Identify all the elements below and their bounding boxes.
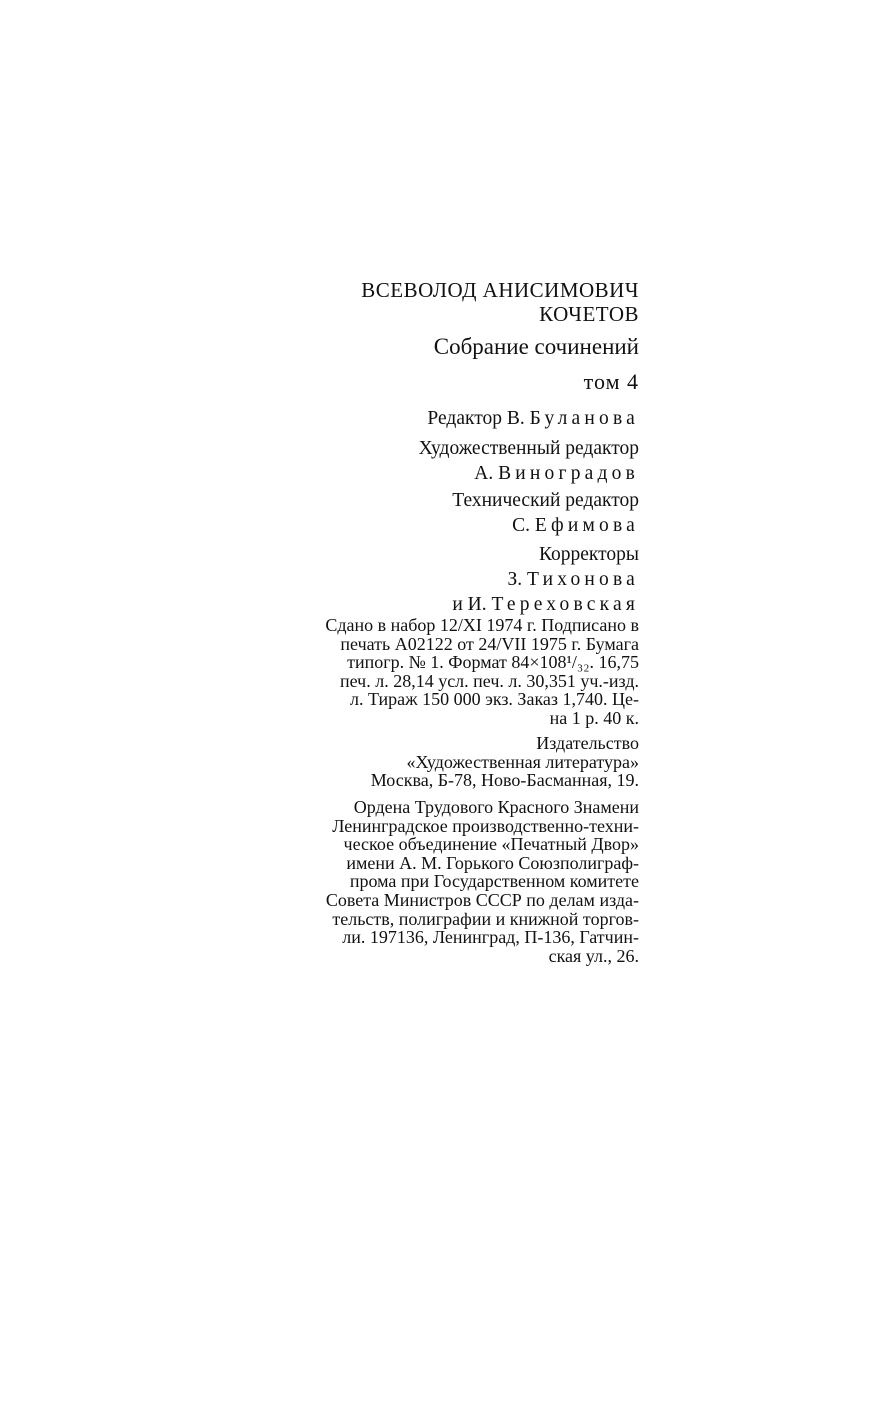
art-editor-credit — [419, 436, 639, 486]
art-editor-initial: А. — [474, 463, 494, 484]
correctors-credit — [452, 542, 639, 617]
printer-line: Совета Министров СССР по делам изда- — [325, 889, 639, 910]
specs-line: л. Тираж 150 000 экз. Заказ 1,740. Це- — [350, 689, 639, 710]
printer-line: прома при Государственном комитете — [349, 871, 639, 892]
corrector1-name: Тихонова — [526, 569, 639, 590]
author-first-names: ВСЕВОЛОД АНИСИМОВИЧ — [361, 278, 639, 302]
tech-editor-label: Технический редактор — [452, 490, 639, 511]
specs-line: на 1 р. 40 к. — [549, 707, 639, 728]
tech-editor-credit — [452, 488, 639, 538]
printer-line: имени А. М. Горького Союзполиграф- — [346, 852, 639, 873]
editor-credit — [427, 406, 639, 431]
editor-name: Буланова — [529, 408, 639, 429]
corrector1-initial: З. — [507, 569, 523, 590]
publisher-line: Москва, Б-78, Ново-Басманная, 19. — [370, 770, 639, 791]
author-surname: КОЧЕТОВ — [539, 302, 639, 326]
printer-line: тельств, полиграфии и книжной торгов- — [332, 908, 639, 929]
tech-editor-initial: С. — [512, 515, 531, 536]
specs-line: печать А02122 от 24/VII 1975 г. Бумага — [340, 633, 639, 654]
printer-line: Ордена Трудового Красного Знамени — [353, 797, 639, 817]
specs-line: типогр. № 1. Формат 84×108¹/₃₂. 16,75 — [347, 652, 639, 673]
series-title: Собрание сочинений — [433, 334, 639, 359]
print-specifications — [242, 616, 639, 728]
publisher-line: Издательство — [536, 733, 639, 753]
publisher-line: «Художественная литература» — [406, 751, 639, 772]
volume-number: том 4 — [583, 369, 639, 394]
tech-editor-name: Ефимова — [534, 515, 639, 536]
editor-label: Редактор В. — [427, 408, 525, 429]
author-name — [361, 278, 639, 326]
printer-line: Ленинградское производственно-техни- — [332, 815, 639, 836]
publisher-info — [371, 734, 639, 790]
printer-line: ская ул., 26. — [548, 945, 639, 966]
specs-line: печ. л. 28,14 усл. печ. л. 30,351 уч.-изд. — [339, 670, 639, 691]
specs-line: Сдано в набор 12/XI 1974 г. Подписано в — [325, 615, 639, 635]
art-editor-name: Виноградов — [498, 463, 639, 484]
corrector2-initial: и И. — [452, 594, 487, 615]
correctors-label: Корректоры — [538, 544, 639, 565]
printer-info — [242, 798, 639, 965]
art-editor-label: Художественный редактор — [418, 438, 639, 459]
printer-line: ли. 197136, Ленинград, П-136, Гатчин- — [342, 927, 639, 948]
corrector2-name: Тереховская — [491, 594, 639, 615]
printer-line: ческое объединение «Печатный Двор» — [343, 834, 639, 855]
